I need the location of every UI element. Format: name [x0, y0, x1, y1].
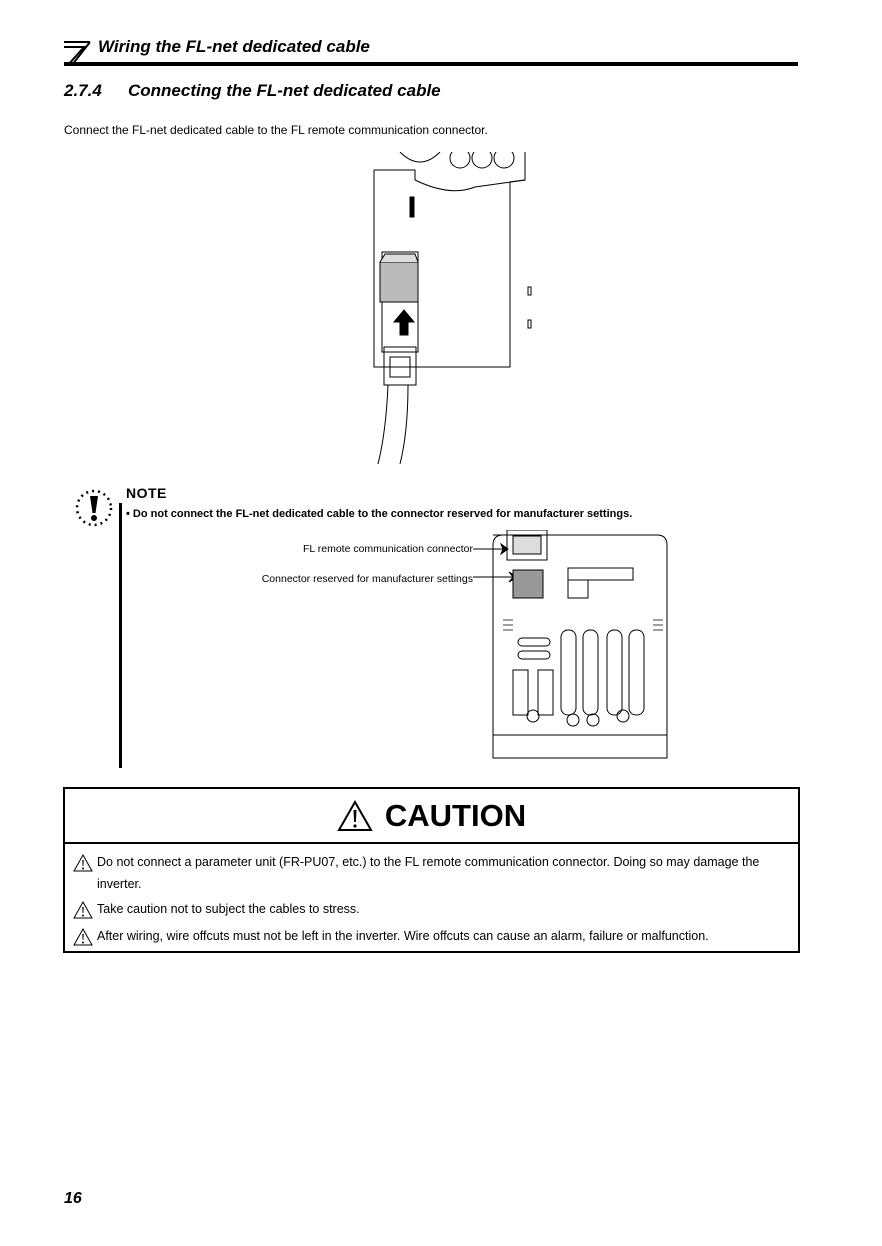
caution-item-text: After wiring, wire offcuts must not be left in the inverter. Wire offcuts can cause an alarm, failure or malfunction.: [97, 929, 709, 943]
callout-fl-remote-connector: FL remote communication connector: [302, 543, 473, 555]
warning-triangle-icon: [337, 800, 373, 832]
section-number: 2.7.4: [64, 81, 102, 100]
caution-box: [63, 787, 800, 953]
note-exclamation-icon: [74, 488, 114, 528]
note-text: • Do not connect the FL-net dedicated cable to the connector reserved for manufacturer settings.: [126, 508, 633, 520]
warning-triangle-icon: [73, 854, 93, 872]
header-title: Wiring the FL-net dedicated cable: [98, 37, 370, 56]
caution-item-text: Take caution not to subject the cables to stress.: [97, 902, 360, 916]
page-number: 16: [64, 1190, 82, 1207]
caution-item: [73, 925, 788, 947]
note-label: NOTE: [126, 485, 167, 501]
callout-manufacturer-connector: Connector reserved for manufacturer settings: [261, 573, 473, 585]
note-bar: [119, 503, 122, 768]
warning-triangle-icon: [73, 928, 93, 946]
caution-item: [73, 851, 788, 895]
caution-item: [73, 898, 788, 920]
cable-connection-illustration: [360, 152, 540, 467]
caution-item-text: Do not connect a parameter unit (FR-PU07, etc.) to the FL remote communication connector. Doing so may damage the inverter.: [97, 855, 760, 891]
caution-title: CAUTION: [384, 797, 527, 833]
warning-triangle-icon: [73, 901, 93, 919]
section-title: Connecting the FL-net dedicated cable: [128, 81, 441, 100]
header-rule: [64, 62, 798, 66]
caution-header: [65, 789, 798, 844]
intro-text: Connect the FL-net dedicated cable to the FL remote communication connector.: [64, 123, 488, 137]
inverter-connectors-illustration: [473, 530, 673, 760]
